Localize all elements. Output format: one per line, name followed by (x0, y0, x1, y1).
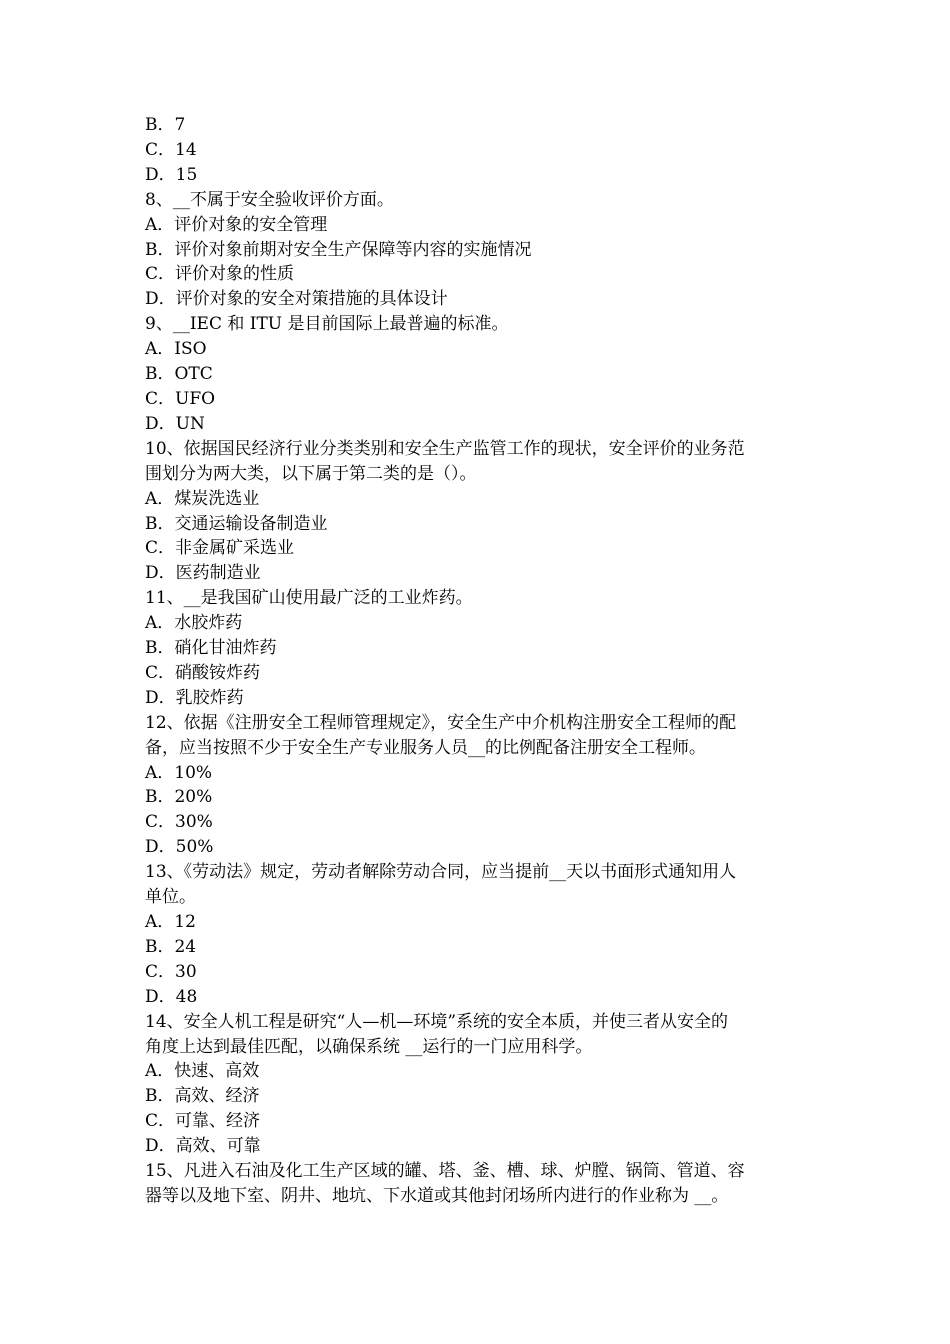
text-line: B．7 (145, 115, 186, 135)
text-line: 14、安全人机工程是研究“人—机—环境”系统的安全本质，并使三者从安全的 (145, 1011, 729, 1032)
text-line: 12、依据《注册安全工程师管理规定》，安全生产中介机构注册安全工程师的配 (145, 712, 737, 733)
text-line: D．15 (145, 164, 198, 185)
text-line: D．UN (145, 413, 205, 434)
text-line: B．硝化甘油炸药 (145, 638, 277, 659)
text-line: A．12 (145, 912, 196, 932)
text-line: C．30% (145, 812, 213, 833)
text-line: A．ISO (145, 339, 207, 360)
text-line: B．24 (145, 936, 197, 957)
text-line: A．评价对象的安全管理 (145, 214, 328, 235)
text-line: 单位。 (145, 887, 196, 908)
text-line: 角度上达到最佳匹配，以确保系统 __运行的一门应用科学。 (145, 1036, 593, 1057)
text-line: 8、__不属于安全验收评价方面。 (145, 189, 394, 210)
text-line: D．评价对象的安全对策措施的具体设计 (145, 289, 448, 310)
text-line: A．快速、高效 (145, 1061, 260, 1082)
text-line: C．非金属矿采选业 (145, 538, 295, 559)
text-line: 13、《劳动法》规定，劳动者解除劳动合同，应当提前__天以书面形式通知用人 (145, 862, 737, 883)
text-line: A．煤炭洗选业 (145, 488, 260, 509)
text-line: D．乳胶炸药 (145, 687, 244, 708)
text-line: 10、依据国民经济行业分类类别和安全生产监管工作的现状，安全评价的业务范 (145, 438, 745, 459)
text-line: B．评价对象前期对安全生产保障等内容的实施情况 (145, 239, 532, 260)
text-line: 15、凡进入石油及化工生产区域的罐、塔、釜、槽、球、炉膛、锅筒、管道、容 (145, 1161, 745, 1182)
text-line: D．医药制造业 (145, 563, 261, 584)
text-line: C．30 (145, 961, 197, 982)
text-line: D．高效、可靠 (145, 1136, 261, 1157)
text-line: B．20% (145, 787, 213, 808)
text-line: 11、__是我国矿山使用最广泛的工业炸药。 (145, 588, 473, 609)
text-line: B．高效、经济 (145, 1086, 260, 1107)
text-line: C．14 (145, 139, 197, 160)
text-line: 围划分为两大类，以下属于第二类的是（）。 (145, 463, 477, 484)
text-line: C．评价对象的性质 (145, 264, 295, 285)
text-line: 备，应当按照不少于安全生产专业服务人员__的比例配备注册安全工程师。 (145, 737, 706, 758)
text-line: 器等以及地下室、阴井、地坑、下水道或其他封闭场所内进行的作业称为 __。 (145, 1185, 729, 1206)
text-line: B．交通运输设备制造业 (145, 513, 328, 534)
text-line: A．水胶炸药 (145, 613, 243, 634)
text-line: A．10% (145, 762, 213, 783)
text-line: 9、__IEC 和 ITU 是目前国际上最普遍的标准。 (145, 314, 509, 335)
text-line: B．OTC (145, 364, 213, 385)
text-line: D．50% (145, 837, 214, 858)
text-line: D．48 (145, 986, 198, 1007)
text-line: C．UFO (145, 388, 216, 409)
text-line: C．可靠、经济 (145, 1111, 261, 1132)
text-line: C．硝酸铵炸药 (145, 662, 261, 683)
question-text (145, 113, 810, 1209)
